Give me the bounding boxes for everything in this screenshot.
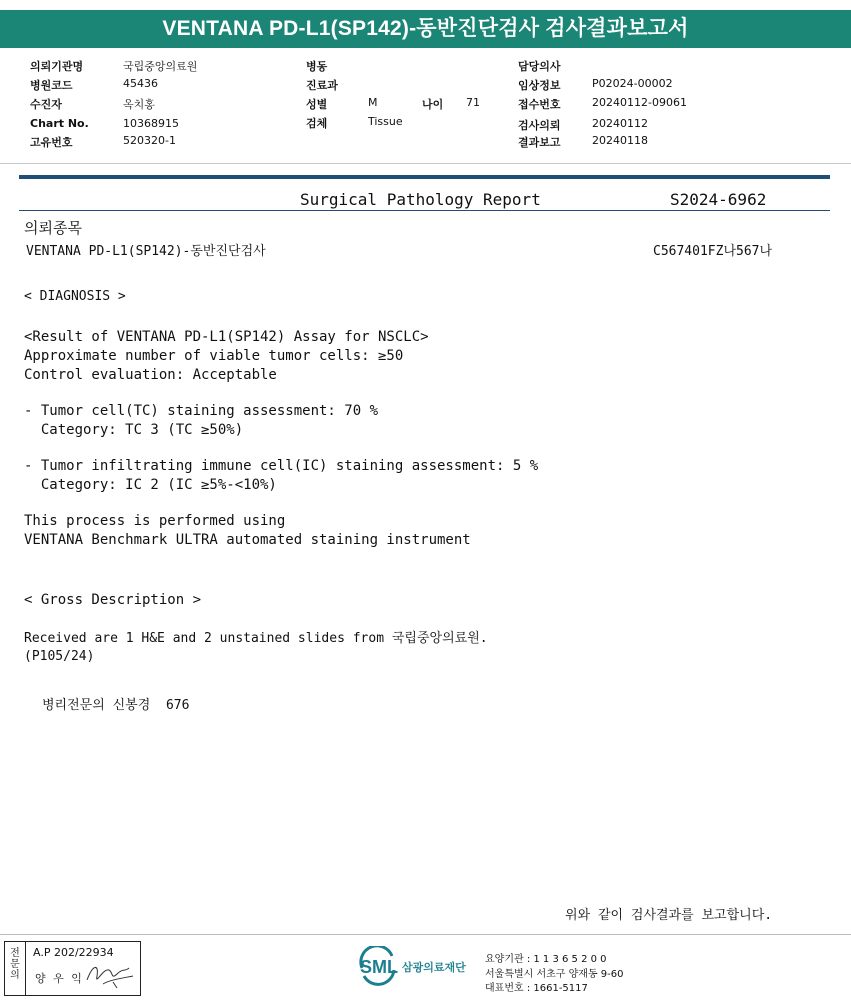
license-number: A.P 202/22934 [33,946,114,959]
info-value: 20240112-09061 [592,96,687,109]
specialist-name: 양 우 익 [35,972,84,985]
footer-address-line: 요양기관 : 1 1 3 6 5 2 0 0 [485,954,607,965]
info-value: 20240118 [592,134,648,147]
info-label: 담당의사 [518,60,561,73]
sex-label: 성별 [306,98,328,111]
pathologist-signature: 병리전문의 신봉경 676 [42,698,190,713]
info-label: 수진자 [30,98,62,111]
handwritten-signature [83,958,138,990]
info-label: 접수번호 [518,98,561,111]
info-label: 의뢰기관명 [30,60,84,73]
info-value: 10368915 [123,117,179,130]
diagnosis-line: Category: IC 2 (IC ≥5%-<10%) [24,477,277,493]
request-label: 의뢰종목 [24,219,82,237]
info-label: 결과보고 [518,136,561,149]
request-item: VENTANA PD-L1(SP142)-동반진단검사 [26,244,266,259]
sml-logo [358,946,478,990]
gross-line: Received are 1 H&E and 2 unstained slides from 국립중앙의료원. [24,631,488,646]
gross-line: (P105/24) [24,649,95,664]
specimen-value: Tissue [368,115,403,128]
diagnosis-line: VENTANA Benchmark ULTRA automated staining instrument [24,532,471,548]
specimen-label: 검체 [306,117,328,130]
info-label: Chart No. [30,117,89,130]
report-top-rule [19,175,830,179]
specialist-vertical-label: 전문의 [10,948,20,981]
info-value: 45436 [123,77,158,90]
diagnosis-line: <Result of VENTANA PD-L1(SP142) Assay for NSCLC> [24,329,429,345]
sex-value: M [368,96,378,109]
diagnosis-line: - Tumor cell(TC) staining assessment: 70 % [24,403,379,419]
report-header-title: VENTANA PD-L1(SP142)-동반진단검사 검사결과보고서 [0,10,851,48]
diagnosis-line: Approximate number of viable tumor cells: ≥50 [24,348,404,364]
info-value: P02024-00002 [592,77,673,90]
report-title-rule [19,210,830,211]
request-code: C567401FZ나567나 [653,244,773,259]
footer-address-line: 대표번호 : 1661-5117 [485,983,588,994]
info-value: 520320-1 [123,134,176,147]
diagnosis-line: Category: TC 3 (TC ≥50%) [24,422,244,438]
age-value: 71 [466,96,480,109]
dept-label: 진료과 [306,79,338,92]
footer-address-line: 서울특별시 서초구 양재동 9-60 [485,969,624,980]
gross-heading: < Gross Description > [24,592,202,608]
diagnosis-line: This process is performed using [24,513,286,529]
diagnosis-heading: < DIAGNOSIS > [24,289,126,304]
report-title: Surgical Pathology Report [300,190,541,209]
info-value: 옥치홍 [123,98,155,111]
info-value: 국립중앙의료원 [123,60,198,73]
logo-text: SML [360,957,398,977]
info-label: 검사의뢰 [518,119,561,132]
specialist-box [4,941,141,996]
closing-statement: 위와 같이 검사결과를 보고합니다. [565,908,773,923]
report-number: S2024-6962 [670,190,767,209]
specialist-box-side [5,942,26,995]
info-label: 고유번호 [30,136,73,149]
info-label: 병원코드 [30,79,73,92]
header-divider [0,163,851,164]
info-label: 임상정보 [518,79,561,92]
age-label: 나이 [422,98,444,111]
diagnosis-line: - Tumor infiltrating immune cell(IC) staining assessment: 5 % [24,458,539,474]
ward-label: 병동 [306,60,328,73]
org-name: 삼광의료재단 [402,961,466,974]
diagnosis-line: Control evaluation: Acceptable [24,367,277,383]
info-value: 20240112 [592,117,648,130]
footer-divider [0,934,851,935]
